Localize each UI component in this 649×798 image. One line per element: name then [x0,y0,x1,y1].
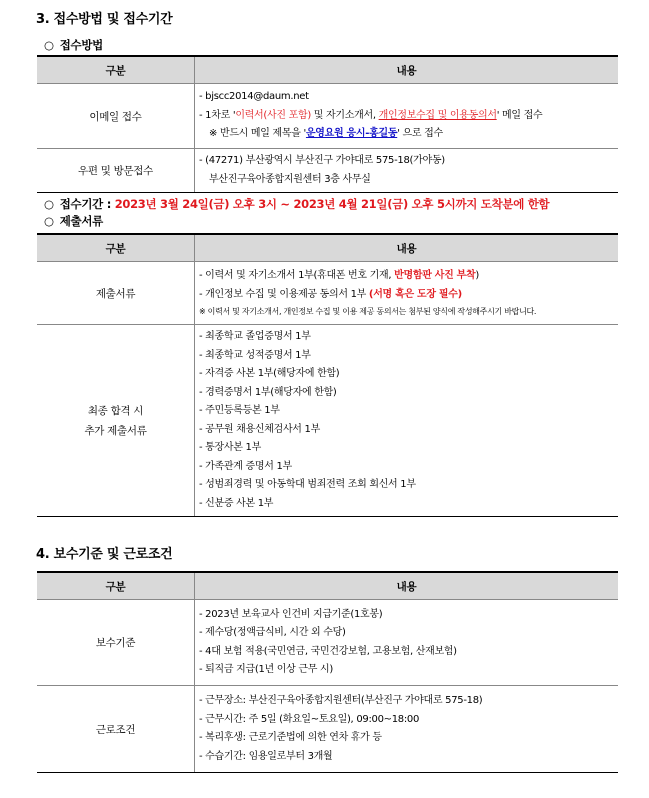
header-content: 내용 [195,572,619,600]
header-category: 구분 [37,572,195,600]
table-header-row [37,572,618,600]
list-item: - 최종학교 성적증명서 1부 [199,349,311,361]
list-item: - 4대 보험 적용(국민연금, 국민건강보험, 고용보험, 산재보험) [199,645,457,657]
consent-item: - 개인정보 수집 및 이용제공 동의서 1부 (서명 혹은 도장 필수) [199,288,462,300]
resume-item: - 이력서 및 자기소개서 1부(휴대폰 번호 기재, 반명함판 사진 부착) [199,270,479,281]
table-row [37,84,618,149]
section4-title: 4. 보수기준 및 근로조건 [36,547,173,562]
docs-heading: ○ 제출서류 [44,214,103,228]
list-item: - 제수당(정액급식비, 시간 외 수당) [199,627,346,638]
circle-bullet-icon: ○ [44,214,54,228]
list-item: - 복리후생: 근로기준법에 의한 연차 휴가 등 [199,732,382,743]
table-row [37,262,618,325]
post-address-line1: - (47271) 부산광역시 부산진구 가야대로 575-18(가야동) [199,155,445,166]
email-subject-note: ※ 반드시 메일 제목을 '운영요원 응시-홍길동' 으로 접수 [209,128,443,140]
list-item: - 통장사본 1부 [199,442,261,453]
list-item: - 신분증 사본 1부 [199,497,274,509]
list-item: - 퇴직금 지급(1년 이상 근무 시) [199,664,333,675]
pay-table [37,571,618,773]
section3-title: 3. 접수방법 및 접수기간 [36,12,173,27]
list-item: - 근무장소: 부산진구육아종합지원센터(부산진구 가야대로 575-18) [199,695,483,706]
table-row [37,686,618,773]
table-row [37,600,618,686]
table-header-row [37,56,618,84]
header-category: 구분 [37,56,195,84]
post-address-line2: 부산진구육아종합지원센터 3층 사무실 [209,173,371,185]
table-row [37,149,618,193]
submit-label: 제출서류 [37,262,195,325]
post-label: 우편 및 방문접수 [37,149,195,193]
circle-bullet-icon: ○ [44,197,54,211]
list-item: - 자격증 사본 1부(해당자에 한함) [199,368,340,379]
list-item: - 가족관계 증명서 1부 [199,460,292,472]
work-list [195,689,618,769]
list-item: - 경력증명서 1부(해당자에 한함) [199,386,337,398]
email-label: 이메일 접수 [37,84,195,149]
email-instruction: - 1차로 '이력서(사진 포함) 및 자기소개서, 개인정보수집 및 이용동의서' 메일 접수 [199,109,543,121]
email-address: - bjscc2014@daum.net [199,91,309,103]
list-item: - 2023년 보육교사 인건비 지급기준(1호봉) [199,608,383,620]
form-note: ※ 이력서 및 자기소개서, 개인정보 수집 및 이용 제공 동의서는 첨부된 양식에 작성해주시기 바랍니다. [199,307,537,316]
pay-label: 보수기준 [37,600,195,686]
header-content: 내용 [195,56,619,84]
circle-bullet-icon: ○ [44,38,54,52]
list-item: - 최종학교 졸업증명서 1부 [199,331,311,342]
list-item: - 성범죄경력 및 아동학대 범죄전력 조회 회신서 1부 [199,479,416,490]
table-row [37,325,618,517]
pay-list [195,603,618,683]
list-item: - 공무원 채용신체검사서 1부 [199,423,320,435]
method-table [37,55,618,193]
docs-table [37,233,618,517]
list-item: - 근무시간: 주 5일 (화요일~토요일), 09:00~18:00 [199,713,420,725]
work-label: 근로조건 [37,686,195,773]
header-category: 구분 [37,234,195,262]
list-item: - 수습기간: 임용일로부터 3개월 [199,750,333,762]
application-period: ○ 접수기간 : 2023년 3월 24일(금) 오후 3시 ~ 2023년 4월 21일(금) 오후 5시까지 도착분에 한함 [44,197,550,211]
method-heading: ○ 접수방법 [44,38,103,52]
table-header-row [37,234,618,262]
final-docs-label: 최종 합격 시 추가 제출서류 [37,325,195,517]
header-content: 내용 [195,234,619,262]
list-item: - 주민등록등본 1부 [199,405,280,416]
final-docs-list [195,325,618,516]
